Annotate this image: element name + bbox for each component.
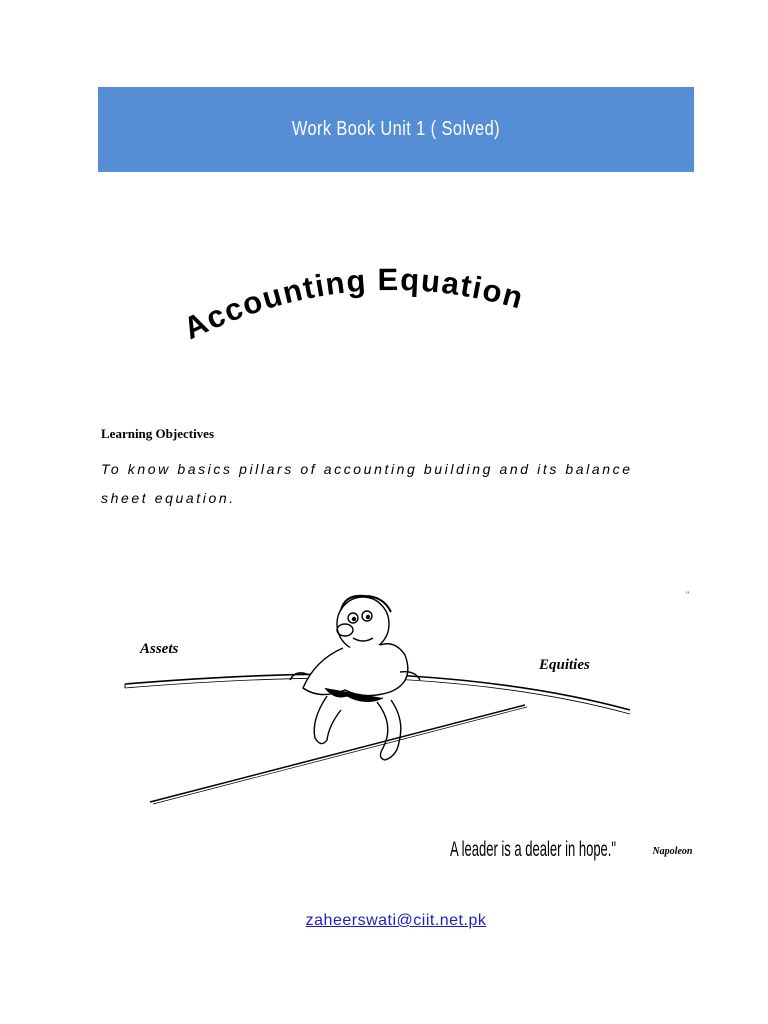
quote-author: Napoleon xyxy=(652,846,693,858)
quote xyxy=(450,838,692,862)
quote-text: A leader is a dealer in hope." xyxy=(450,838,617,861)
equities-label: Equities xyxy=(539,657,590,673)
tightrope-illustration xyxy=(115,560,675,815)
section-heading: Learning Objectives xyxy=(101,426,215,441)
tightrope-walker xyxy=(290,596,420,760)
email-link[interactable]: zaheerswati@ciit.net.pk xyxy=(305,912,487,929)
title-banner xyxy=(98,87,694,172)
assets-label: Assets xyxy=(140,641,179,657)
page-title: Work Book Unit 1 ( Solved) xyxy=(291,118,501,140)
wordart-title xyxy=(150,240,630,370)
wordart-text: Accounting Equation xyxy=(178,261,528,347)
stray-mark: " xyxy=(686,590,690,600)
objective-text: To know basics pillars of accounting building and its balance sheet equation. xyxy=(101,461,633,506)
